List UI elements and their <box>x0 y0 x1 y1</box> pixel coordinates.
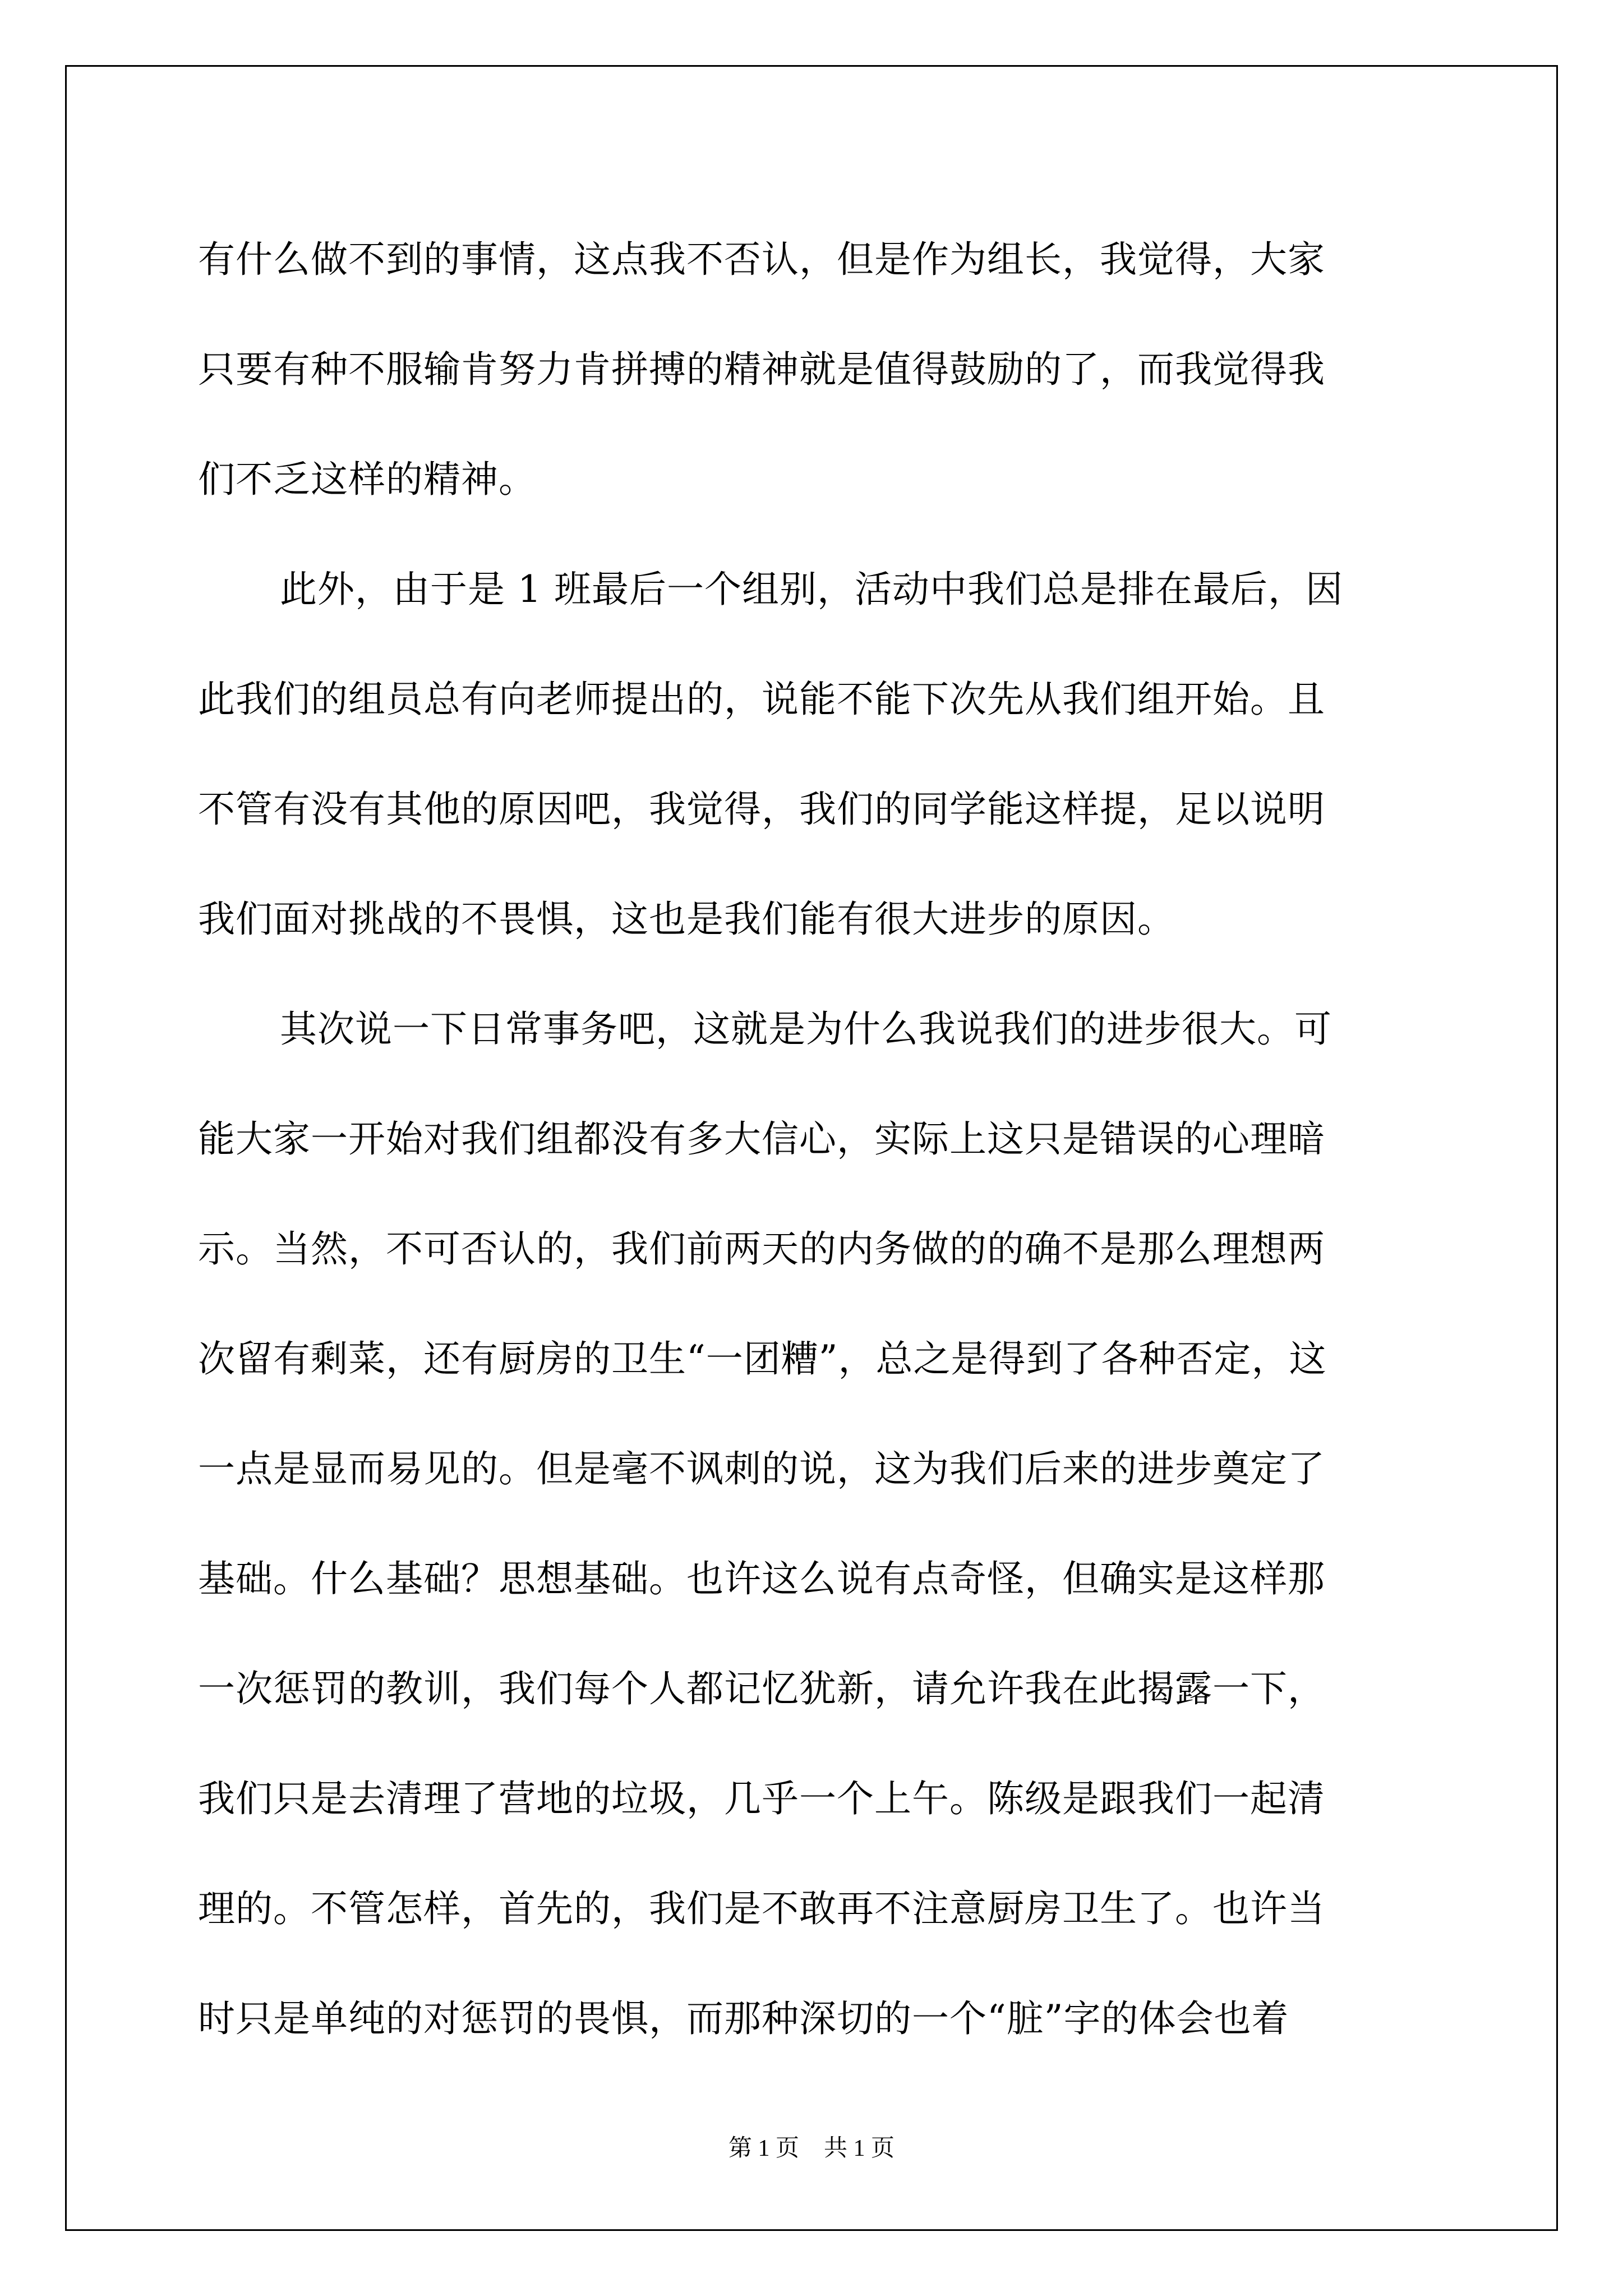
text-line: 一次惩罚的教训，我们每个人都记忆犹新，请允许我在此揭露一下， <box>198 1667 1325 1710</box>
text-line: 时只是单纯的对惩罚的畏惧，而那种深切的一个“脏”字的体会也着 <box>198 1997 1289 2040</box>
text-line: 不管有没有其他的原因吧，我觉得，我们的同学能这样提，足以说明 <box>198 788 1325 831</box>
text-line: 一点是显而易见的。但是毫不讽刺的说，这为我们后来的进步奠定了 <box>198 1447 1325 1490</box>
text-line: 只要有种不服输肯努力肯拼搏的精神就是值得鼓励的了，而我觉得我 <box>198 348 1325 391</box>
text-line: 理的。不管怎样，首先的，我们是不敢再不注意厨房卫生了。也许当 <box>198 1887 1325 1930</box>
text-line: 次留有剩菜，还有厨房的卫生“一团糟”，总之是得到了各种否定，这 <box>198 1337 1327 1381</box>
text-line: 示。当然，不可否认的，我们前两天的内务做的的确不是那么理想两 <box>198 1227 1325 1271</box>
paragraph-start-line: 其次说一下日常事务吧，这就是为什么我说我们的进步很大。可 <box>280 1007 1332 1051</box>
text-line: 此我们的组员总有向老师提出的，说能不能下次先从我们组开始。且 <box>198 678 1325 721</box>
page-number-current: 第 1 页 <box>728 2136 799 2161</box>
text-line: 们不乏这样的精神。 <box>198 458 536 501</box>
text-line: 有什么做不到的事情，这点我不否认，但是作为组长，我觉得，大家 <box>198 238 1325 281</box>
text-line: 能大家一开始对我们组都没有多大信心，实际上这只是错误的心理暗 <box>198 1117 1325 1161</box>
document-body <box>198 205 1432 2074</box>
paragraph-start-line: 此外，由于是 1 班最后一个组别，活动中我们总是排在最后，因 <box>280 568 1343 611</box>
text-line: 我们面对挑战的不畏惧，这也是我们能有很大进步的原因。 <box>198 898 1175 941</box>
page-number-total: 共 1 页 <box>824 2136 895 2161</box>
page-footer <box>0 2132 1623 2165</box>
text-line: 我们只是去清理了营地的垃圾，几乎一个上午。陈级是跟我们一起清 <box>198 1777 1325 1820</box>
text-line: 基础。什么基础？思想基础。也许这么说有点奇怪，但确实是这样那 <box>198 1557 1325 1600</box>
